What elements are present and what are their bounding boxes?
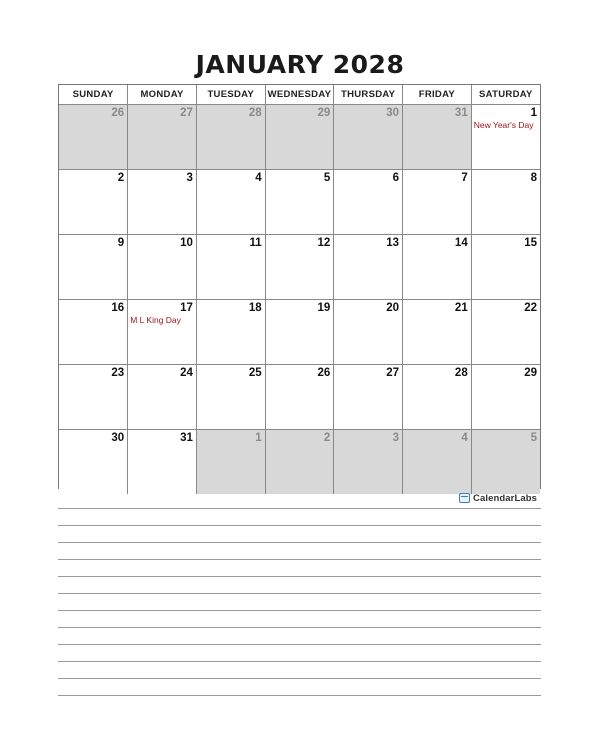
calendar-icon	[459, 493, 470, 503]
day-number: 4	[461, 432, 468, 444]
other-month-day-cell[interactable]	[59, 105, 128, 170]
notes-line	[58, 678, 541, 679]
other-month-day-cell[interactable]	[196, 105, 265, 170]
notes-line	[58, 593, 541, 594]
notes-line	[58, 525, 541, 526]
day-number: 29	[317, 107, 331, 119]
brand-logo	[459, 491, 537, 505]
day-number: 30	[386, 107, 400, 119]
day-cell[interactable]	[128, 430, 197, 495]
notes-line	[58, 542, 541, 543]
notes-line	[58, 508, 541, 509]
day-cell[interactable]	[59, 365, 128, 430]
day-cell[interactable]	[59, 170, 128, 235]
holiday-label: M L King Day	[130, 315, 181, 325]
other-month-day-cell[interactable]	[471, 430, 540, 495]
day-number: 10	[180, 237, 193, 249]
day-cell[interactable]	[196, 365, 265, 430]
brand-name: CalendarLabs	[473, 492, 538, 504]
day-cell[interactable]	[128, 170, 197, 235]
day-number: 31	[454, 107, 468, 119]
day-number: 22	[524, 302, 537, 314]
day-number: 2	[323, 432, 331, 444]
day-number: 28	[248, 107, 262, 119]
day-number: 9	[117, 237, 125, 249]
notes-line	[58, 644, 541, 645]
day-number: 24	[180, 367, 193, 379]
day-number: 5	[530, 432, 537, 444]
day-number: 21	[454, 302, 468, 314]
other-month-day-cell[interactable]	[403, 105, 472, 170]
other-month-day-cell[interactable]	[265, 430, 334, 495]
other-month-day-cell[interactable]	[403, 430, 472, 495]
week-row	[59, 300, 540, 365]
notes-line	[58, 559, 541, 560]
day-number: 1	[530, 107, 537, 119]
day-cell[interactable]	[59, 300, 128, 365]
weekday-header: THURSDAY	[334, 85, 403, 105]
day-cell[interactable]	[403, 235, 472, 300]
day-cell[interactable]	[265, 170, 334, 235]
day-cell[interactable]	[128, 365, 197, 430]
day-number: 8	[530, 172, 537, 184]
day-number: 31	[180, 432, 193, 444]
other-month-day-cell[interactable]	[128, 105, 197, 170]
day-number: 15	[524, 237, 537, 249]
weekday-header-row	[59, 85, 540, 105]
holiday-label: New Year's Day	[473, 120, 534, 130]
day-number: 4	[255, 172, 262, 184]
other-month-day-cell[interactable]	[265, 105, 334, 170]
day-number: 27	[180, 107, 193, 119]
day-number: 14	[454, 237, 468, 249]
calendar-title: JANUARY 2028	[195, 50, 405, 79]
notes-line	[58, 695, 541, 696]
week-row	[59, 105, 540, 170]
day-number: 19	[317, 302, 331, 314]
day-cell[interactable]	[334, 365, 403, 430]
day-cell[interactable]	[403, 170, 472, 235]
day-number: 28	[454, 367, 468, 379]
day-number: 20	[386, 302, 400, 314]
day-number: 16	[111, 302, 125, 314]
week-row	[59, 430, 540, 495]
day-number: 3	[392, 432, 400, 444]
other-month-day-cell[interactable]	[334, 430, 403, 495]
day-cell[interactable]	[471, 235, 540, 300]
day-cell[interactable]	[196, 300, 265, 365]
other-month-day-cell[interactable]	[334, 105, 403, 170]
notes-line	[58, 576, 541, 577]
day-number: 27	[386, 367, 400, 379]
day-number: 23	[111, 367, 125, 379]
day-number: 13	[386, 237, 400, 249]
week-row	[59, 170, 540, 235]
day-cell[interactable]	[334, 235, 403, 300]
weekday-header: FRIDAY	[403, 85, 472, 105]
day-number: 6	[392, 172, 400, 184]
day-cell[interactable]	[265, 365, 334, 430]
day-number: 11	[249, 237, 262, 249]
notes-line	[58, 610, 541, 611]
day-number: 3	[186, 172, 193, 184]
day-cell[interactable]	[128, 300, 197, 365]
week-row	[59, 235, 540, 300]
day-cell[interactable]	[196, 235, 265, 300]
week-row	[59, 365, 540, 430]
day-number: 18	[248, 302, 262, 314]
day-number: 17	[180, 302, 193, 314]
day-cell[interactable]	[128, 235, 197, 300]
day-cell[interactable]	[265, 235, 334, 300]
day-number: 1	[255, 432, 262, 444]
day-cell[interactable]	[59, 430, 128, 495]
day-number: 26	[111, 107, 125, 119]
day-cell[interactable]	[403, 300, 472, 365]
day-number: 25	[248, 367, 262, 379]
day-cell[interactable]	[196, 170, 265, 235]
notes-line	[58, 661, 541, 662]
day-number: 29	[524, 367, 537, 379]
day-cell[interactable]	[471, 365, 540, 430]
weekday-header: SATURDAY	[471, 85, 540, 105]
day-number: 2	[117, 172, 125, 184]
day-number: 30	[111, 432, 125, 444]
other-month-day-cell[interactable]	[196, 430, 265, 495]
calendar-grid	[58, 84, 541, 489]
day-number: 26	[317, 367, 331, 379]
day-number: 12	[317, 237, 331, 249]
day-cell[interactable]	[334, 170, 403, 235]
weekday-header: SUNDAY	[59, 85, 128, 105]
day-number: 5	[323, 172, 331, 184]
day-cell[interactable]	[471, 300, 540, 365]
weekday-header: MONDAY	[128, 85, 197, 105]
weekday-header: TUESDAY	[196, 85, 265, 105]
day-cell[interactable]	[471, 170, 540, 235]
day-cell[interactable]	[471, 105, 540, 170]
day-cell[interactable]	[334, 300, 403, 365]
notes-area	[58, 508, 541, 698]
day-cell[interactable]	[59, 235, 128, 300]
day-number: 7	[461, 172, 468, 184]
notes-line	[58, 627, 541, 628]
day-cell[interactable]	[265, 300, 334, 365]
day-cell[interactable]	[403, 365, 472, 430]
weekday-header: WEDNESDAY	[265, 85, 334, 105]
